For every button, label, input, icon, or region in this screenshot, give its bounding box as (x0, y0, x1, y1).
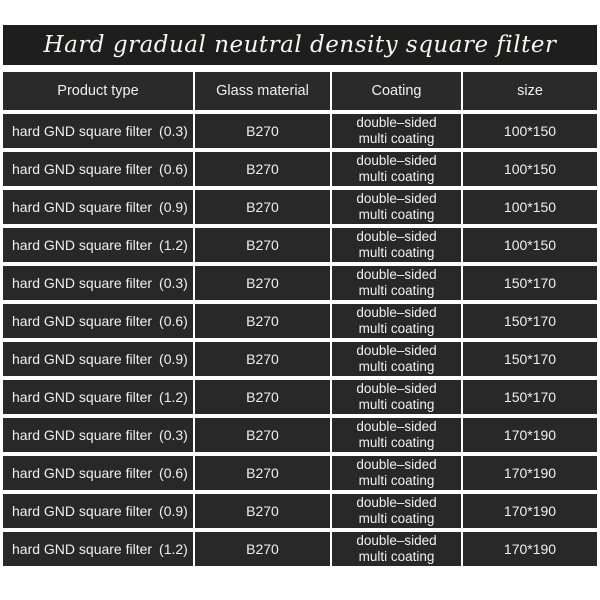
size-cell: 170*190 (463, 494, 597, 528)
table-row (3, 456, 597, 490)
spec-table (3, 25, 597, 570)
glass-material-cell: B270 (195, 456, 330, 490)
size-cell: 100*150 (463, 228, 597, 262)
glass-material-cell: B270 (195, 342, 330, 376)
glass-material-cell: B270 (195, 190, 330, 224)
table-row (3, 380, 597, 414)
header-cell-size: size (463, 72, 597, 110)
size-cell: 170*190 (463, 532, 597, 566)
coating-cell: double–sided multi coating (332, 304, 461, 338)
size-cell: 150*170 (463, 342, 597, 376)
glass-material-cell: B270 (195, 494, 330, 528)
coating-cell: double–sided multi coating (332, 532, 461, 566)
coating-cell: double–sided multi coating (332, 494, 461, 528)
table-header-row (3, 72, 597, 110)
table-row (3, 190, 597, 224)
product-type-cell: hard GND square filter (1.2) (3, 228, 193, 262)
coating-cell: double–sided multi coating (332, 342, 461, 376)
header-cell-coating: Coating (332, 72, 461, 110)
coating-cell: double–sided multi coating (332, 190, 461, 224)
size-cell: 100*150 (463, 114, 597, 148)
size-cell: 170*190 (463, 456, 597, 490)
size-cell: 150*170 (463, 380, 597, 414)
product-type-cell: hard GND square filter (0.9) (3, 190, 193, 224)
coating-cell: double–sided multi coating (332, 456, 461, 490)
header-cell-product-type: Product type (3, 72, 193, 110)
table-row (3, 418, 597, 452)
size-cell: 150*170 (463, 266, 597, 300)
product-type-cell: hard GND square filter (0.3) (3, 114, 193, 148)
size-cell: 100*150 (463, 190, 597, 224)
glass-material-cell: B270 (195, 304, 330, 338)
page-title: Hard gradual neutral density square filter (3, 25, 597, 65)
glass-material-cell: B270 (195, 266, 330, 300)
table-row (3, 228, 597, 262)
product-type-cell: hard GND square filter (0.6) (3, 456, 193, 490)
product-type-cell: hard GND square filter (0.9) (3, 494, 193, 528)
size-cell: 150*170 (463, 304, 597, 338)
product-type-cell: hard GND square filter (0.9) (3, 342, 193, 376)
table-row (3, 152, 597, 186)
coating-cell: double–sided multi coating (332, 228, 461, 262)
table-row (3, 494, 597, 528)
product-type-cell: hard GND square filter (1.2) (3, 380, 193, 414)
table-row (3, 532, 597, 566)
size-cell: 170*190 (463, 418, 597, 452)
table-row (3, 266, 597, 300)
coating-cell: double–sided multi coating (332, 418, 461, 452)
product-type-cell: hard GND square filter (0.6) (3, 152, 193, 186)
size-cell: 100*150 (463, 152, 597, 186)
coating-cell: double–sided multi coating (332, 266, 461, 300)
glass-material-cell: B270 (195, 152, 330, 186)
coating-cell: double–sided multi coating (332, 380, 461, 414)
glass-material-cell: B270 (195, 418, 330, 452)
table-row (3, 304, 597, 338)
glass-material-cell: B270 (195, 380, 330, 414)
coating-cell: double–sided multi coating (332, 114, 461, 148)
product-type-cell: hard GND square filter (0.3) (3, 418, 193, 452)
table-body (3, 114, 597, 566)
coating-cell: double–sided multi coating (332, 152, 461, 186)
table-row (3, 342, 597, 376)
header-cell-glass-material: Glass material (195, 72, 330, 110)
product-type-cell: hard GND square filter (0.3) (3, 266, 193, 300)
glass-material-cell: B270 (195, 228, 330, 262)
glass-material-cell: B270 (195, 114, 330, 148)
product-type-cell: hard GND square filter (0.6) (3, 304, 193, 338)
glass-material-cell: B270 (195, 532, 330, 566)
product-type-cell: hard GND square filter (1.2) (3, 532, 193, 566)
table-row (3, 114, 597, 148)
